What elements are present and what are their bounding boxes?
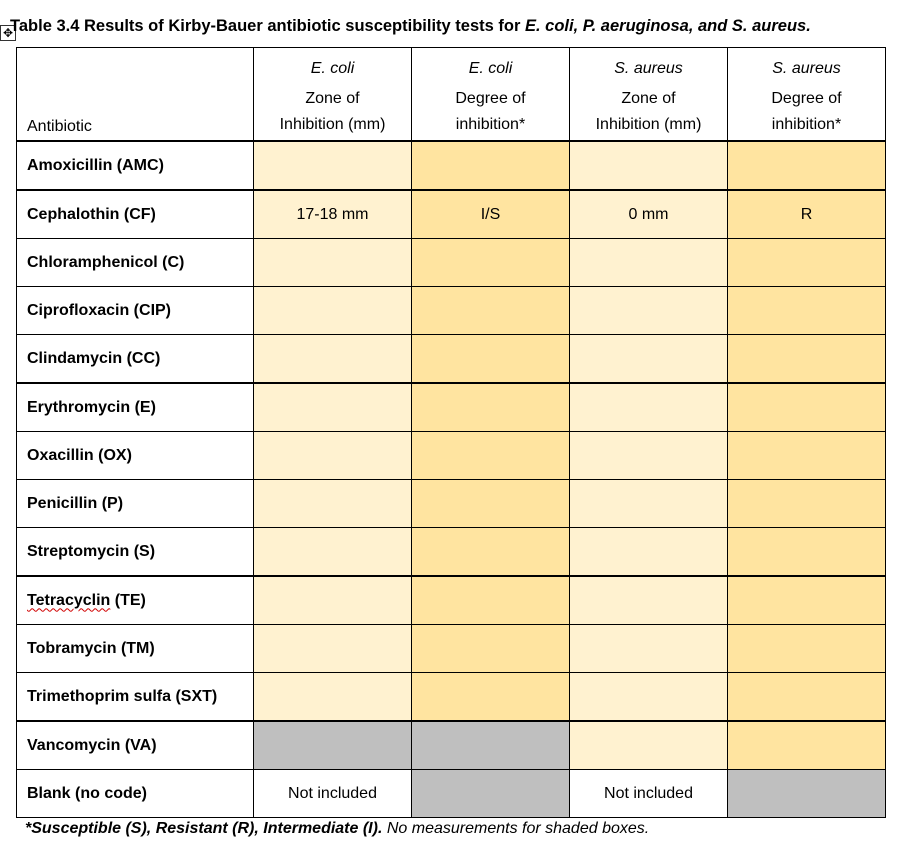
table-row [17, 721, 886, 770]
shaded-cell [728, 770, 886, 818]
ecoli-degree-cell[interactable] [412, 480, 570, 528]
footnote-note: No measurements for shaded boxes. [382, 820, 650, 837]
antibiotic-name: Trimethoprim sulfa (SXT) [17, 673, 254, 722]
antibiotic-name: Vancomycin (VA) [17, 721, 254, 770]
header-metric-line1: Zone of [621, 90, 676, 107]
move-arrows-icon[interactable]: ✥ [0, 25, 16, 41]
table-row [17, 383, 886, 432]
saureus-degree-cell[interactable] [728, 576, 886, 625]
spellcheck-underlined-word[interactable]: Tetracyclin [27, 591, 111, 609]
header-metric-line2: Inhibition (mm) [279, 116, 386, 133]
table-row [17, 673, 886, 722]
antibiotic-name: Erythromycin (E) [17, 383, 254, 432]
antibiotic-name: Chloramphenicol (C) [17, 239, 254, 287]
saureus-degree-cell[interactable] [728, 625, 886, 673]
table-row [17, 287, 886, 335]
ecoli-degree-cell[interactable] [412, 673, 570, 722]
saureus-degree-cell[interactable] [728, 239, 886, 287]
header-saureus-zone [570, 48, 728, 142]
header-organism: E. coli [310, 60, 355, 77]
shaded-cell [412, 770, 570, 818]
header-ecoli-zone [254, 48, 412, 142]
saureus-zone-cell[interactable] [570, 721, 728, 770]
ecoli-degree-cell[interactable] [412, 141, 570, 190]
ecoli-zone-cell[interactable] [254, 141, 412, 190]
antibiotic-name [17, 576, 254, 625]
antibiotic-name: Clindamycin (CC) [17, 335, 254, 384]
saureus-degree-cell[interactable] [728, 721, 886, 770]
header-row [17, 48, 886, 142]
header-metric-line1: Zone of [305, 90, 360, 107]
table-caption [10, 17, 900, 36]
antibiotic-name: Amoxicillin (AMC) [17, 141, 254, 190]
ecoli-zone-cell[interactable] [254, 239, 412, 287]
saureus-degree-cell[interactable] [728, 383, 886, 432]
caption-lead: Table 3.4 Results of Kirby-Bauer antibiotic susceptibility tests for [10, 17, 525, 35]
caption-organisms: E. coli, P. aeruginosa, and S. aureus. [524, 17, 811, 35]
ecoli-degree-cell[interactable] [412, 625, 570, 673]
saureus-zone-cell[interactable] [570, 480, 728, 528]
ecoli-degree-cell[interactable] [412, 239, 570, 287]
ecoli-zone-cell[interactable] [254, 673, 412, 722]
ecoli-zone-cell[interactable] [254, 576, 412, 625]
table-row [17, 770, 886, 818]
header-organism: S. aureus [772, 60, 841, 77]
table-row [17, 141, 886, 190]
saureus-zone-cell[interactable]: 0 mm [570, 190, 728, 239]
saureus-zone-cell[interactable] [570, 625, 728, 673]
footnote-legend: *Susceptible (S), Resistant (R), Intermediate (I). [25, 820, 383, 837]
table-row [17, 239, 886, 287]
ecoli-zone-cell[interactable] [254, 432, 412, 480]
antibiotic-name: Penicillin (P) [17, 480, 254, 528]
saureus-degree-cell[interactable] [728, 287, 886, 335]
antibiotic-name: Blank (no code) [17, 770, 254, 818]
header-metric-line2: Inhibition (mm) [595, 116, 702, 133]
results-table [16, 47, 886, 818]
ecoli-zone-cell[interactable] [254, 625, 412, 673]
shaded-cell [412, 721, 570, 770]
table-row [17, 576, 886, 625]
header-organism: E. coli [468, 60, 513, 77]
saureus-zone-cell[interactable] [570, 141, 728, 190]
table-row [17, 480, 886, 528]
saureus-degree-cell[interactable] [728, 432, 886, 480]
saureus-degree-cell[interactable]: R [728, 190, 886, 239]
antibiotic-name: Tobramycin (TM) [17, 625, 254, 673]
not-included-cell: Not included [254, 770, 412, 818]
header-metric-line1: Degree of [771, 90, 842, 107]
ecoli-zone-cell[interactable] [254, 480, 412, 528]
saureus-degree-cell[interactable] [728, 141, 886, 190]
saureus-degree-cell[interactable] [728, 673, 886, 722]
saureus-zone-cell[interactable] [570, 432, 728, 480]
antibiotic-name: Cephalothin (CF) [17, 190, 254, 239]
header-metric-line1: Degree of [455, 90, 526, 107]
saureus-zone-cell[interactable] [570, 528, 728, 577]
not-included-cell: Not included [570, 770, 728, 818]
saureus-degree-cell[interactable] [728, 528, 886, 577]
ecoli-zone-cell[interactable] [254, 528, 412, 577]
ecoli-degree-cell[interactable] [412, 576, 570, 625]
ecoli-degree-cell[interactable] [412, 287, 570, 335]
ecoli-degree-cell[interactable]: I/S [412, 190, 570, 239]
saureus-zone-cell[interactable] [570, 383, 728, 432]
shaded-cell [254, 721, 412, 770]
ecoli-degree-cell[interactable] [412, 528, 570, 577]
ecoli-zone-cell[interactable] [254, 287, 412, 335]
saureus-zone-cell[interactable] [570, 335, 728, 384]
antibiotic-code: (TE) [110, 591, 146, 609]
antibiotic-name: Streptomycin (S) [17, 528, 254, 577]
header-organism: S. aureus [614, 60, 683, 77]
table-row [17, 335, 886, 384]
table-footnote [25, 820, 649, 838]
ecoli-degree-cell[interactable] [412, 383, 570, 432]
saureus-degree-cell[interactable] [728, 335, 886, 384]
table-row [17, 625, 886, 673]
header-metric-line2: inhibition* [771, 116, 842, 133]
header-saureus-degree [728, 48, 886, 142]
ecoli-degree-cell[interactable] [412, 335, 570, 384]
ecoli-zone-cell[interactable]: 17-18 mm [254, 190, 412, 239]
antibiotic-name: Oxacillin (OX) [17, 432, 254, 480]
header-antibiotic: Antibiotic [17, 48, 254, 142]
table-row [17, 528, 886, 577]
saureus-zone-cell[interactable] [570, 239, 728, 287]
header-ecoli-degree [412, 48, 570, 142]
saureus-zone-cell[interactable] [570, 576, 728, 625]
ecoli-zone-cell[interactable] [254, 335, 412, 384]
saureus-zone-cell[interactable] [570, 673, 728, 722]
header-metric-line2: inhibition* [455, 116, 526, 133]
ecoli-zone-cell[interactable] [254, 383, 412, 432]
antibiotic-name: Ciprofloxacin (CIP) [17, 287, 254, 335]
table-row [17, 190, 886, 239]
ecoli-degree-cell[interactable] [412, 432, 570, 480]
saureus-zone-cell[interactable] [570, 287, 728, 335]
table-row [17, 432, 886, 480]
saureus-degree-cell[interactable] [728, 480, 886, 528]
